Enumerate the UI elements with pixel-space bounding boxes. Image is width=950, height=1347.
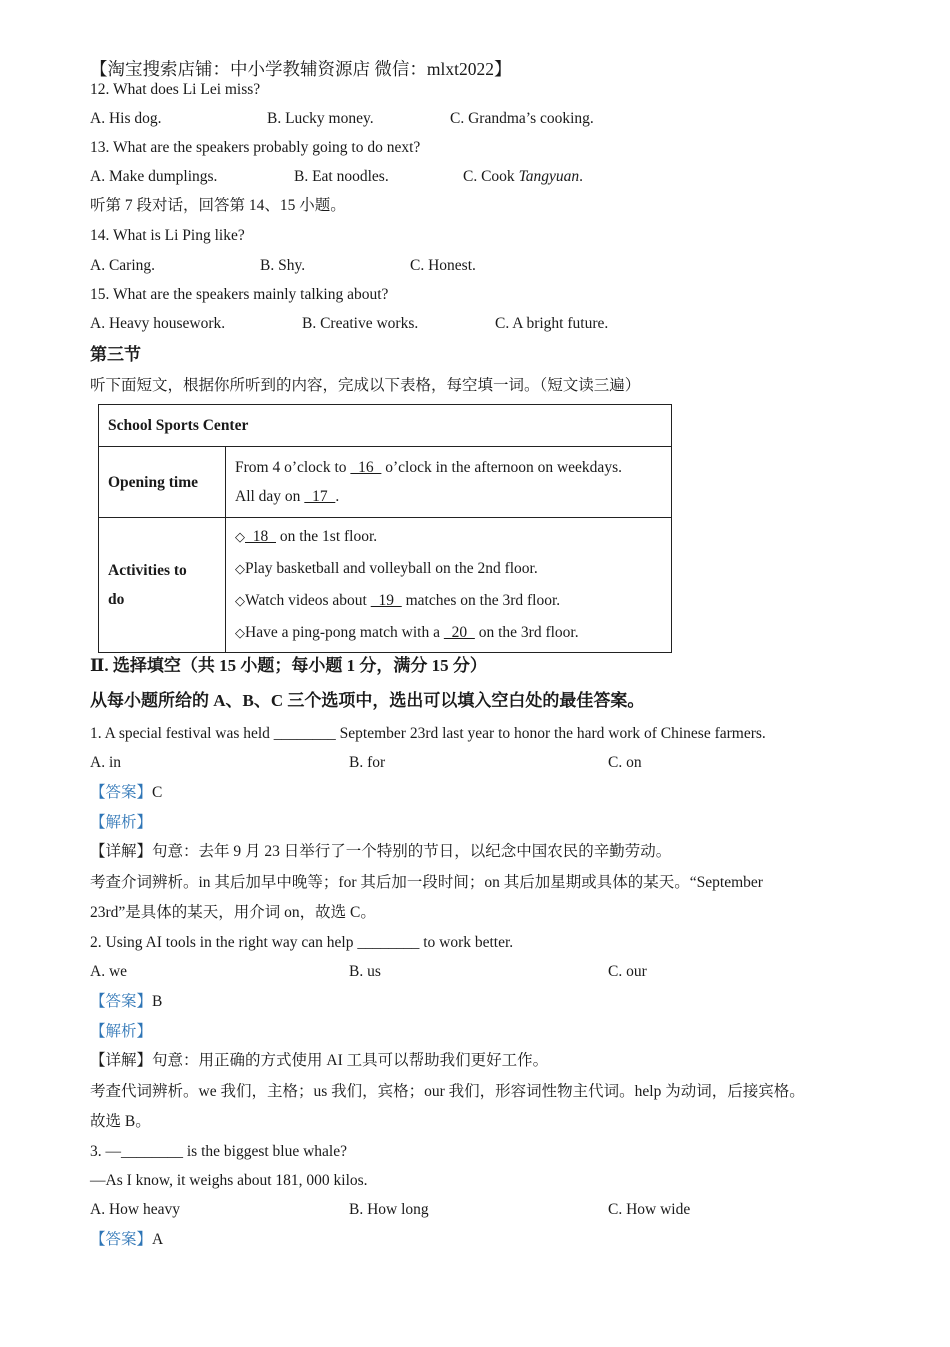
activity-2-text: Play basketball and volleyball on the 2nd floor. <box>245 560 538 577</box>
activity-2 <box>235 553 662 585</box>
mc2-option-b: B. us <box>349 963 381 980</box>
mc2-analysis-label: 【解析】 <box>90 1023 153 1040</box>
q14-option-b: B. Shy. <box>260 257 306 274</box>
mc1-option-c: C. on <box>608 754 642 771</box>
q12-option-a: A. His dog. <box>90 110 162 127</box>
mc3-answer <box>90 1230 163 1250</box>
activity-1-text: on the 1st floor. <box>276 528 378 545</box>
diamond-icon: ◇ <box>235 626 245 641</box>
q14-option-c: C. Honest. <box>410 257 476 274</box>
activity-4 <box>235 617 662 649</box>
mc-question-2: 2. Using AI tools in the right way can help ________ to work better. <box>90 934 514 951</box>
blank-19: 19 <box>370 592 402 609</box>
opening-line-1-end: o’clock in the afternoon on weekdays. <box>381 459 622 476</box>
answer-label: 【答案】 <box>90 784 153 801</box>
q13-option-b: B. Eat noodles. <box>294 168 389 185</box>
activities-label-line-2: do <box>108 591 125 608</box>
opening-line-2-start: All day on <box>235 488 305 505</box>
q15-option-a: A. Heavy housework. <box>90 315 226 332</box>
mc-question-3: 3. —________ is the biggest blue whale? <box>90 1143 347 1160</box>
question-12: 12. What does Li Lei miss? <box>90 81 261 98</box>
mc2-detail: 【详解】句意：用正确的方式使用 AI 工具可以帮助我们更好工作。 <box>90 1052 549 1069</box>
mc1-answer-value: C <box>152 784 163 801</box>
mc2-explanation-2: 故选 B。 <box>90 1113 151 1130</box>
diamond-icon: ◇ <box>235 562 245 577</box>
part-2-title: Ⅱ. 选择填空（共 15 小题；每小题 1 分，满分 15 分） <box>90 656 487 675</box>
question-14: 14. What is Li Ping like? <box>90 227 245 244</box>
mc1-option-a: A. in <box>90 754 121 771</box>
q12-option-b: B. Lucky money. <box>267 110 374 127</box>
mc2-option-c: C. our <box>608 963 647 980</box>
opening-time-cell <box>226 447 672 518</box>
sports-center-table <box>98 404 672 653</box>
activities-label-line-1: Activities to <box>108 562 187 579</box>
mc3-reply: —As I know, it weighs about 181, 000 kilos. <box>90 1172 368 1189</box>
mc-question-1: 1. A special festival was held ________ September 23rd last year to honor the hard work of Chinese farmers. <box>90 725 766 742</box>
mc2-explanation-1: 考查代词辨析。we 我们，主格；us 我们，宾格；our 我们，形容词性物主代词。help 为动词，后接宾格。 <box>90 1083 805 1100</box>
table-title: School Sports Center <box>99 405 672 447</box>
mc1-option-b: B. for <box>349 754 386 771</box>
mc1-analysis-label: 【解析】 <box>90 814 153 831</box>
mc2-answer <box>90 992 162 1012</box>
blank-16: 16 <box>350 459 382 476</box>
mc3-option-b: B. How long <box>349 1201 429 1218</box>
mc3-option-c: C. How wide <box>608 1201 691 1218</box>
activity-3 <box>235 585 662 617</box>
q13-option-c <box>463 167 583 187</box>
q12-option-c: C. Grandma’s cooking. <box>450 110 594 127</box>
mc1-detail: 【详解】句意：去年 9 月 23 日举行了一个特别的节日，以纪念中国农民的辛勤劳动。 <box>90 843 672 860</box>
q13-option-c-italic: Tangyuan <box>518 168 580 185</box>
q13-option-c-end: . <box>579 168 584 185</box>
mc1-answer <box>90 783 162 803</box>
opening-line-2 <box>235 482 662 511</box>
mc2-option-a: A. we <box>90 963 128 980</box>
part-2-instruction: 从每小题所给的 A、B、C 三个选项中，选出可以填入空白处的最佳答案。 <box>90 691 645 710</box>
opening-line-1-start: From 4 o’clock to <box>235 459 351 476</box>
diamond-icon: ◇ <box>235 530 245 545</box>
opening-time-label: Opening time <box>99 447 226 518</box>
blank-17: 17 <box>304 488 336 505</box>
q15-option-b: B. Creative works. <box>302 315 419 332</box>
blank-18: 18 <box>245 528 276 545</box>
q15-option-c: C. A bright future. <box>495 315 609 332</box>
answer-label: 【答案】 <box>90 1231 153 1248</box>
mc3-option-a: A. How heavy <box>90 1201 180 1218</box>
diamond-icon: ◇ <box>235 594 245 609</box>
mc1-explanation-1: 考查介词辨析。in 其后加早中晚等；for 其后加一段时间；on 其后加星期或具体的某天。“September <box>90 874 763 891</box>
section-3-instruction: 听下面短文，根据你所听到的内容，完成以下表格，每空填一词。（短文读三遍） <box>90 377 641 394</box>
question-15: 15. What are the speakers mainly talking about? <box>90 286 389 303</box>
opening-line-1 <box>235 453 662 482</box>
answer-label: 【答案】 <box>90 993 153 1010</box>
activity-3-end: matches on the 3rd floor. <box>401 592 561 609</box>
activity-1 <box>235 521 662 553</box>
mc3-answer-value: A <box>152 1231 164 1248</box>
q13-option-a: A. Make dumplings. <box>90 168 218 185</box>
opening-line-2-end: . <box>335 488 340 505</box>
activities-label <box>99 518 226 653</box>
mc1-explanation-2: 23rd”是具体的某天，用介词 on，故选 C。 <box>90 904 376 921</box>
section-3-title: 第三节 <box>90 345 141 364</box>
blank-20: 20 <box>443 624 475 641</box>
mc2-answer-value: B <box>152 993 163 1010</box>
q14-option-a: A. Caring. <box>90 257 156 274</box>
activity-4-end: on the 3rd floor. <box>474 624 579 641</box>
activities-cell <box>226 518 672 653</box>
activity-3-start: Watch videos about <box>245 592 371 609</box>
header-banner: 【淘宝搜索店铺：中小学教辅资源店 微信：mlxt2022】 <box>90 59 512 79</box>
activity-4-start: Have a ping-pong match with a <box>245 624 444 641</box>
question-13: 13. What are the speakers probably going to do next? <box>90 139 421 156</box>
dialogue-7-note: 听第 7 段对话，回答第 14、15 小题。 <box>90 197 346 214</box>
q13-option-c-text: C. Cook <box>463 168 519 185</box>
